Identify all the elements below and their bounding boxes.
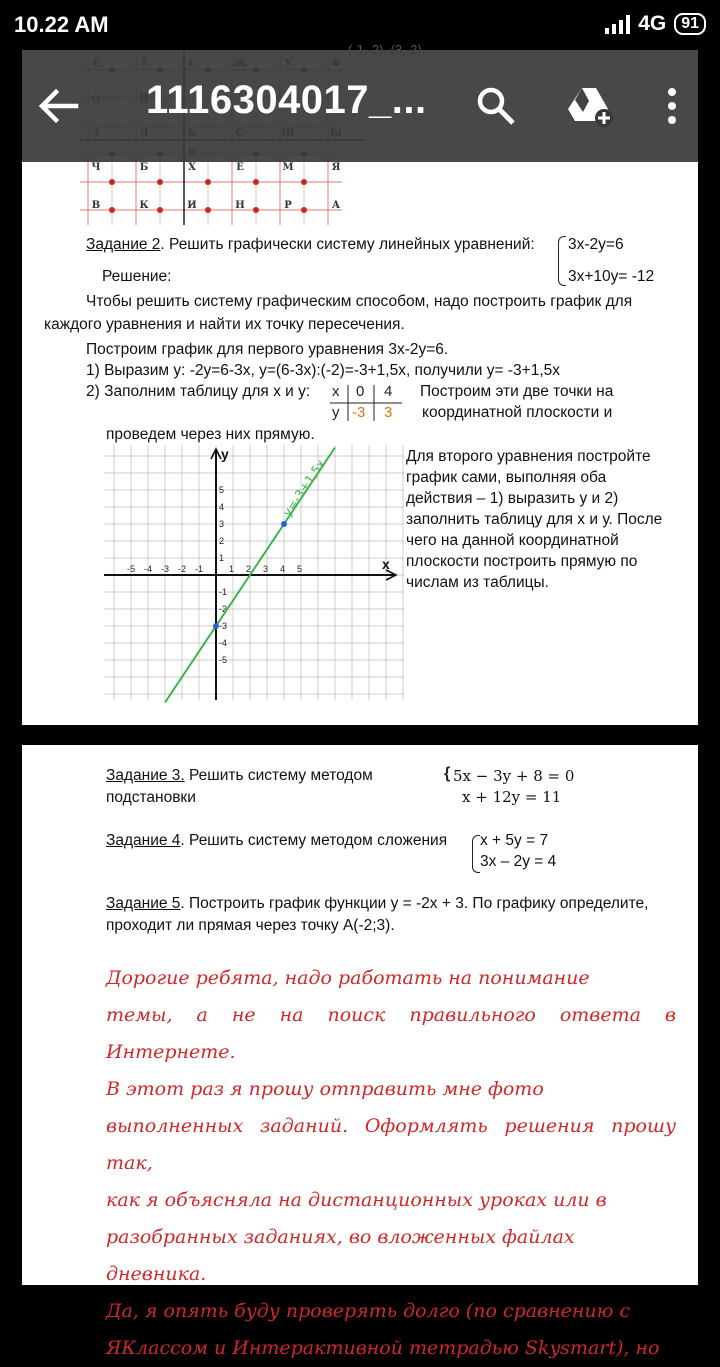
task3-text-2: подстановки	[106, 789, 196, 806]
note-line: чего на данной координатной	[406, 532, 619, 549]
task2-step-2d: проведем через них прямую.	[106, 426, 315, 443]
task3-eq1: 5x − 3y + 8 = 0	[453, 767, 575, 785]
alphabet-cell: Ё	[236, 162, 244, 173]
document-page-2	[22, 745, 698, 1359]
alphabet-cell: И	[187, 200, 197, 211]
task2-eq1: 3x-2y=6	[568, 236, 624, 253]
message-line: как я объясняла на дистанционных уроках или в	[106, 1189, 607, 1211]
task4-brace	[472, 835, 480, 873]
message-line: темы, а не на поиск правильного ответа в Интернете.	[106, 1004, 676, 1063]
teacher-message	[106, 960, 676, 1367]
document-title: 1116304017_...	[146, 78, 427, 122]
x-tick-label: 1	[229, 564, 235, 574]
task2-paragraph-1: Чтобы решить систему графическим способом, надо построить график для	[86, 293, 633, 310]
task2-text: . Решить графически систему линейных уравнений:	[160, 236, 535, 253]
add-to-drive-icon[interactable]	[566, 84, 616, 128]
x-axis-label: x	[382, 556, 390, 572]
alphabet-cell: Ч	[91, 162, 101, 173]
y-tick-label: 5	[219, 485, 225, 495]
note-line: Для второго уравнения постройте	[406, 448, 651, 465]
line-annotation: у=-3+1,5х	[279, 456, 329, 519]
task4-label: Задание 4	[106, 832, 181, 849]
coordinate-plane	[104, 445, 404, 700]
alphabet-cell: М	[282, 162, 294, 173]
task2-solution-label: Решение:	[102, 268, 172, 285]
xy-table-x1: 0	[356, 383, 365, 400]
xy-table-y-header: у	[332, 404, 340, 421]
alphabet-cell: Р	[284, 200, 292, 211]
y-axis-label: y	[221, 446, 229, 462]
task2-step-2b: Построим эти две точки на	[420, 383, 614, 400]
task2-note	[406, 446, 662, 593]
task5-heading	[106, 895, 648, 913]
battery-level: 91	[681, 15, 699, 32]
task5-text-2: проходит ли прямая через точку А(-2;3).	[106, 917, 395, 934]
x-tick-label: -3	[161, 564, 170, 574]
task2-step-2: 2) Заполним таблицу для х и у:	[86, 383, 311, 400]
task2-step-1: 1) Выразим у: -2у=6-3х, у=(6-3х):(-2)=-3+1,5х, получили у= -3+1,5х	[86, 362, 561, 379]
x-tick-label: -2	[178, 564, 187, 574]
y-tick-label: 1	[219, 553, 225, 563]
task4-eq1: x + 5y = 7	[480, 832, 549, 849]
x-tick-label: -5	[127, 564, 136, 574]
task2-step-2c: координатной плоскости и	[422, 404, 613, 421]
y-tick-label: -4	[219, 638, 228, 648]
y-tick-label: -5	[219, 655, 228, 665]
message-line: Дорогие ребята, надо работать на понимание	[106, 967, 590, 989]
task2-label: Задание 2	[86, 236, 161, 253]
message-line: разобранных заданиях, во вложенных файлах	[106, 1226, 575, 1248]
y-tick-label: -1	[219, 587, 228, 597]
x-tick-label: 2	[246, 564, 252, 574]
x-tick-label: 3	[263, 564, 269, 574]
message-line: ЯКлассом и Интерактивной тетрадью Skysmart), но	[106, 1337, 660, 1359]
y-tick-label: -2	[219, 604, 228, 614]
back-arrow-icon[interactable]	[36, 86, 80, 126]
y-tick-label: 2	[219, 536, 225, 546]
note-line: график сами, выполняя оба	[406, 469, 607, 486]
task4-text: . Решить систему методом сложения	[180, 832, 448, 849]
alphabet-cell: Н	[235, 200, 245, 211]
system-brace	[558, 236, 566, 286]
message-line: Да, я опять буду проверять долго (по сравнению с	[106, 1300, 631, 1322]
alphabet-cell: Б	[139, 162, 149, 173]
alphabet-cell: А	[331, 200, 341, 211]
xy-table-y1: -3	[352, 404, 366, 421]
task4-heading	[106, 832, 447, 850]
message-line: выполненных заданий. Оформлять решения прошу так,	[106, 1115, 676, 1174]
note-line: действия – 1) выразить у и 2)	[406, 490, 619, 507]
xy-table-x-header: х	[332, 383, 340, 400]
x-tick-label: 5	[297, 564, 303, 574]
search-icon[interactable]	[474, 84, 518, 128]
network-type: 4G	[638, 12, 667, 35]
task2-heading	[86, 236, 535, 254]
alphabet-cell: Я	[331, 162, 341, 173]
task3-eq2: x + 12y = 11	[462, 788, 562, 806]
alphabet-cell: К	[139, 200, 149, 211]
task2-paragraph-2: каждого уравнения и найти их точку пересечения.	[44, 316, 405, 333]
task3-brace: {	[444, 765, 451, 782]
xy-table	[330, 383, 402, 425]
alphabet-cell: Х	[188, 162, 196, 173]
task2-eq2: 3x+10y= -12	[568, 268, 655, 285]
xy-table-x2: 4	[384, 383, 393, 400]
note-line: заполнить таблицу для х и у. После	[406, 511, 663, 528]
message-line: дневника.	[106, 1263, 207, 1285]
data-point	[213, 623, 219, 629]
message-line: В этот раз я прошу отправить мне фото	[106, 1078, 544, 1100]
battery-icon	[674, 13, 706, 35]
x-tick-label: -4	[144, 564, 153, 574]
task3-label: Задание 3.	[106, 767, 185, 784]
more-options-icon[interactable]	[662, 84, 682, 128]
x-tick-label: -1	[195, 564, 204, 574]
task2-paragraph-3: Построим график для первого уравнения 3х-2у=6.	[86, 341, 449, 358]
data-point	[281, 521, 287, 527]
xy-table-y2: 3	[384, 404, 393, 421]
note-line: числам из таблицы.	[406, 574, 549, 591]
note-line: плоскости построить прямую по	[406, 553, 638, 570]
alphabet-cell: В	[91, 200, 101, 211]
x-tick-label: 4	[280, 564, 286, 574]
task5-text: . Построить график функции у = -2х + 3. По графику определите,	[180, 895, 649, 912]
y-tick-label: 3	[219, 519, 225, 529]
y-tick-label: -3	[219, 621, 228, 631]
signal-icon	[605, 14, 630, 34]
task3-heading	[106, 767, 373, 785]
task5-label: Задание 5	[106, 895, 181, 912]
task3-text: Решить систему методом	[184, 767, 373, 784]
y-tick-label: 4	[219, 502, 225, 512]
task4-eq2: 3x – 2y = 4	[480, 853, 557, 870]
app-bar	[22, 50, 698, 162]
status-time: 10.22 AM	[14, 12, 109, 37]
